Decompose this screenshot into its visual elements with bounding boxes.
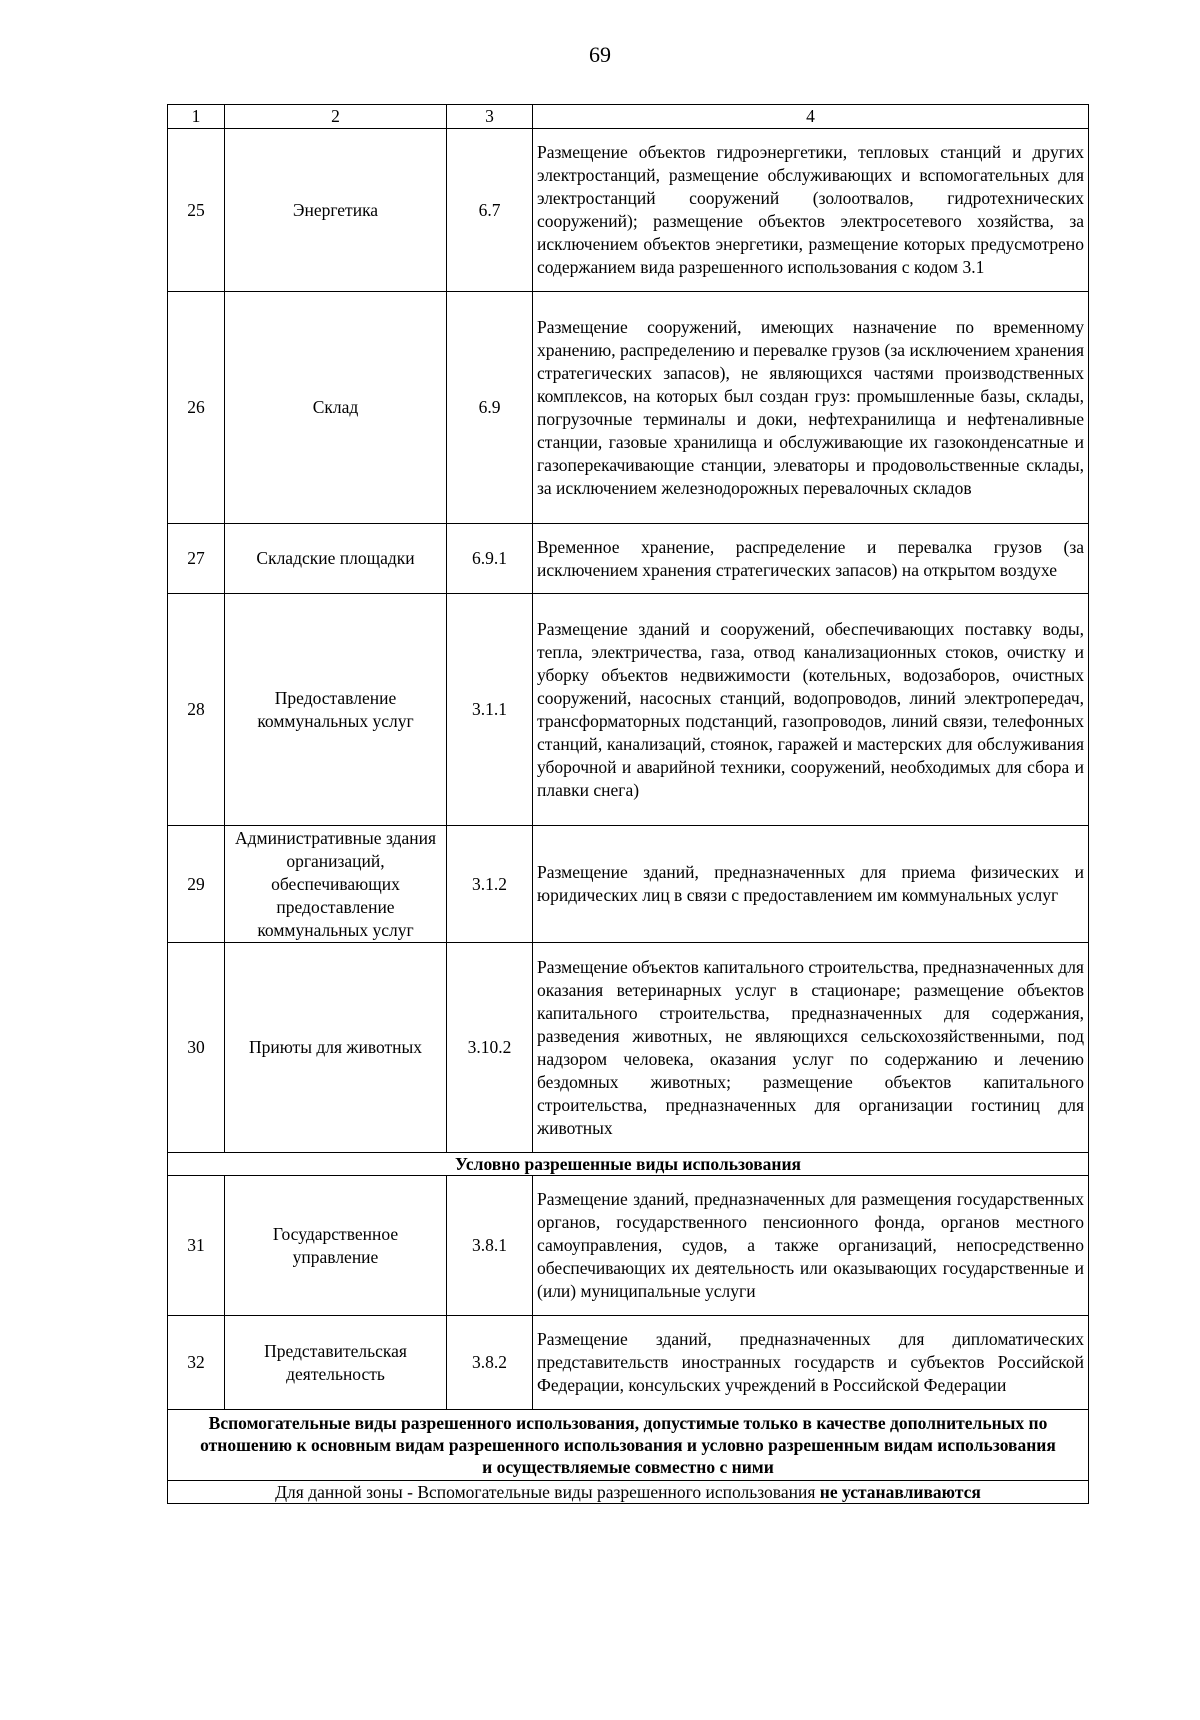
use-code: 3.1.2 xyxy=(447,826,533,943)
use-name: Приюты для животных xyxy=(225,943,447,1153)
table-row xyxy=(168,524,1089,594)
use-description: Размещение объектов гидроэнергетики, тепловых станций и других электростанций, размещение обслуживающих и вспомогательных для электростанций сооружений (золоотвалов, гидротехнических сооружений); размещение объектов электросетевого хозяйства, за исключением объектов энергетики, размещение которых предусмотрено содержанием вида разрешенного использования с кодом 3.1 xyxy=(533,129,1089,292)
table-row xyxy=(168,129,1089,292)
use-description: Размещение зданий и сооружений, обеспечивающих поставку воды, тепла, электричества, газа, отвод канализационных стоков, очистку и уборку объектов недвижимости (котельных, водозаборов, очистных сооружений, насосных станций, водопроводов, линий электропередач, трансформаторных подстанций, газопроводов, линий связи, телефонных станций, канализаций, стоянок, гаражей и мастерских для обслуживания уборочной и аварийной техники, сооружений, необходимых для сбора и плавки снега) xyxy=(533,594,1089,826)
footer-note-bold: не устанавливаются xyxy=(819,1482,981,1502)
header-cell: 4 xyxy=(533,105,1089,129)
header-cell: 2 xyxy=(225,105,447,129)
use-description: Размещение сооружений, имеющих назначение по временному хранению, распределению и перевалке грузов (за исключением хранения стратегических запасов), не являющихся частями производственных комплексов, на которых был создан груз: промышленные базы, склады, погрузочные терминалы и доки, нефтехранилища и нефтеналивные станции, газовые хранилища и обслуживающие их газоконденсатные и газоперекачивающие станции, элеваторы и продовольственные склады, за исключением железнодорожных перевалочных складов xyxy=(533,292,1089,524)
footer-row xyxy=(168,1481,1089,1504)
use-name: Энергетика xyxy=(225,129,447,292)
use-name: Административные здания организаций, обеспечивающих предоставление коммунальных услуг xyxy=(225,826,447,943)
row-number: 26 xyxy=(168,292,225,524)
footer-note xyxy=(168,1481,1089,1504)
section-heading-row xyxy=(168,1410,1089,1481)
table-header-row xyxy=(168,105,1089,129)
table-row xyxy=(168,292,1089,524)
use-description: Размещение зданий, предназначенных для приема физических и юридических лиц в связи с предоставлением им коммунальных услуг xyxy=(533,826,1089,943)
table-row xyxy=(168,826,1089,943)
use-description: Размещение зданий, предназначенных для размещения государственных органов, государственного пенсионного фонда, органов местного самоуправления, судов, а также организаций, непосредственно обеспечивающих их деятельность или оказывающих государственные и (или) муниципальные услуги xyxy=(533,1176,1089,1316)
use-description: Размещение зданий, предназначенных для дипломатических представительств иностранных государств и субъектов Российской Федерации, консульских учреждений в Российской Федерации xyxy=(533,1316,1089,1410)
use-description: Временное хранение, распределение и перевалка грузов (за исключением хранения стратегических запасов) на открытом воздухе xyxy=(533,524,1089,594)
use-name: Предоставление коммунальных услуг xyxy=(225,594,447,826)
row-number: 27 xyxy=(168,524,225,594)
header-cell: 1 xyxy=(168,105,225,129)
use-name: Складские площадки xyxy=(225,524,447,594)
row-number: 31 xyxy=(168,1176,225,1316)
use-code: 3.8.1 xyxy=(447,1176,533,1316)
use-code: 3.1.1 xyxy=(447,594,533,826)
use-code: 6.7 xyxy=(447,129,533,292)
row-number: 30 xyxy=(168,943,225,1153)
section-conditional-heading: Условно разрешенные виды использования xyxy=(168,1153,1089,1176)
use-description: Размещение объектов капитального строительства, предназначенных для оказания ветеринарных услуг в стационаре; размещение объектов капитального строительства, предназначенных для содержания, разведения животных, не являющихся сельскохозяйственными, под надзором человека, оказания услуг по содержанию и лечению бездомных животных; размещение объектов капитального строительства, предназначенных для организации гостиниц для животных xyxy=(533,943,1089,1153)
table-row xyxy=(168,1176,1089,1316)
page-number: 69 xyxy=(589,42,611,67)
table-row xyxy=(168,594,1089,826)
table-row xyxy=(168,1316,1089,1410)
row-number: 28 xyxy=(168,594,225,826)
use-name: Склад xyxy=(225,292,447,524)
section-auxiliary-heading: Вспомогательные виды разрешенного использования, допустимые только в качестве дополнительных по отношению к основным видам разрешенного использования и условно разрешенным видам использования и осуществляемые совместно с ними xyxy=(168,1410,1089,1481)
header-cell: 3 xyxy=(447,105,533,129)
use-code: 6.9 xyxy=(447,292,533,524)
use-code: 6.9.1 xyxy=(447,524,533,594)
table-row xyxy=(168,943,1089,1153)
row-number: 32 xyxy=(168,1316,225,1410)
row-number: 29 xyxy=(168,826,225,943)
use-code: 3.10.2 xyxy=(447,943,533,1153)
use-name: Представительская деятельность xyxy=(225,1316,447,1410)
section-heading-row xyxy=(168,1153,1089,1176)
row-number: 25 xyxy=(168,129,225,292)
use-code: 3.8.2 xyxy=(447,1316,533,1410)
use-name: Государственное управление xyxy=(225,1176,447,1316)
footer-note-prefix: Для данной зоны - Вспомогательные виды разрешенного использования xyxy=(275,1482,820,1502)
land-use-table xyxy=(167,104,1089,1504)
